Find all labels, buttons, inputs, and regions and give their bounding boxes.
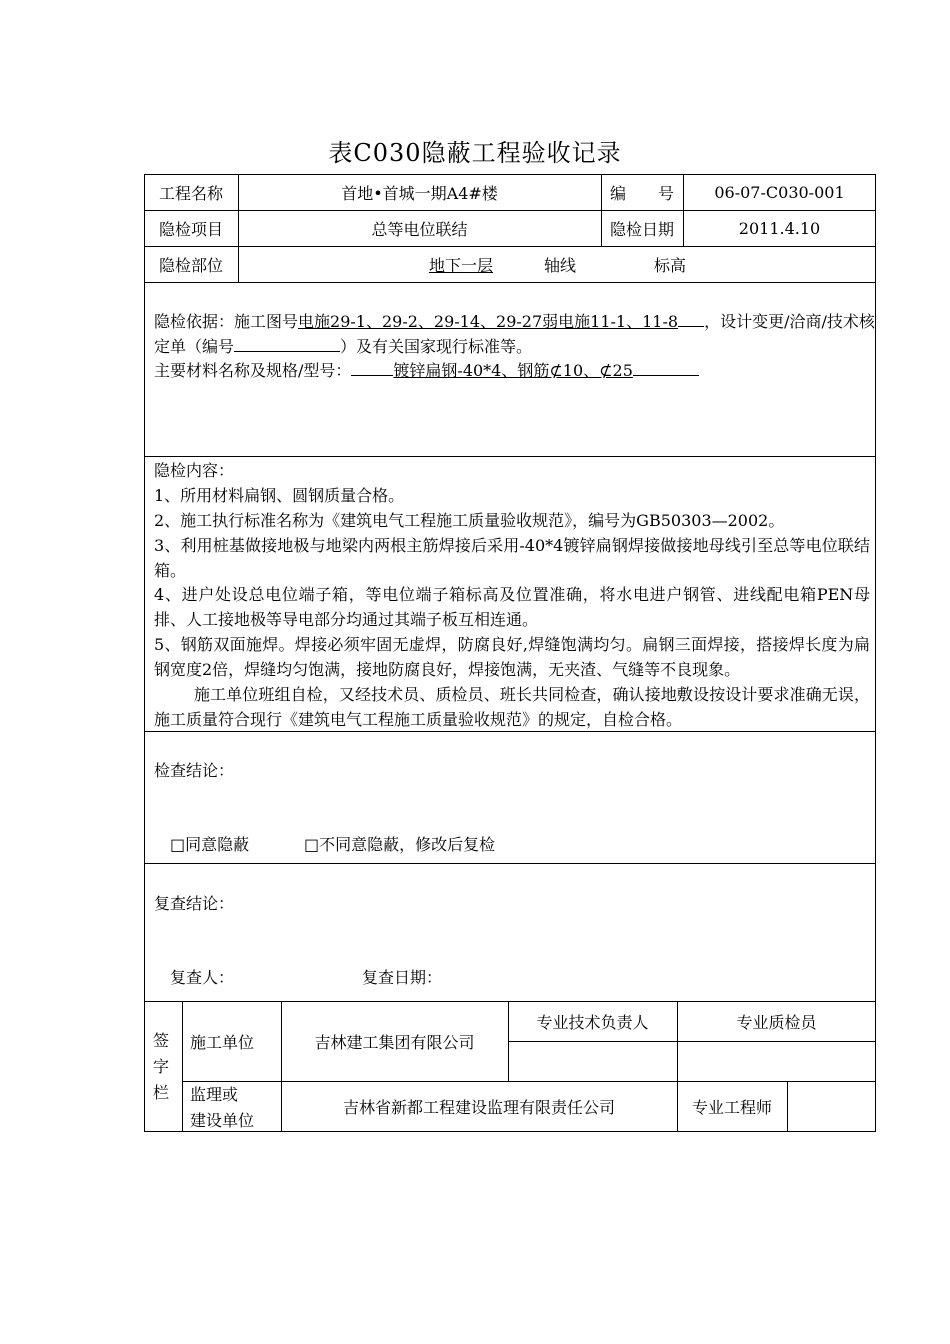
materials-blank-right	[633, 358, 699, 376]
supervision-label-line-2: 建设单位	[190, 1111, 255, 1130]
tech-lead-label: 专业技术负责人	[536, 1012, 649, 1032]
basis-blank-1	[678, 309, 704, 327]
inspection-location-label: 隐检部位	[158, 255, 223, 275]
supervision-unit-label	[190, 1082, 254, 1134]
inspection-item-value: 总等电位联结	[371, 219, 468, 239]
code-value: 06-07-C030-001	[714, 182, 845, 202]
construction-unit-label: 施工单位	[189, 1032, 254, 1052]
project-name-label: 工程名称	[158, 183, 223, 203]
recheck-date-label: 复查日期：	[362, 968, 443, 987]
conclusion-label: 检查结论：	[154, 761, 235, 780]
content-item-3: 3、利用桩基做接地极与地梁内两根主筋焊接后采用-40*4镀锌扁钢焊接做接地母线引至总等电位联结箱。	[154, 536, 870, 580]
content-item-2: 2、施工执行标准名称为《建筑电气工程施工质量验收规范》，编号为GB50303—2002。	[154, 511, 785, 530]
project-name-value: 首地•首城一期A4#楼	[341, 183, 498, 203]
basis-line-2	[154, 334, 532, 359]
location-elevation: 标高	[653, 255, 686, 275]
quality-inspector-label: 专业质检员	[736, 1012, 817, 1032]
location-axis: 轴线	[543, 255, 576, 275]
basis-prefix: 隐检依据：施工图号	[154, 312, 299, 331]
materials-line	[154, 358, 699, 383]
materials-blank-left	[351, 358, 393, 376]
page-title: 表C030隐蔽工程验收记录	[328, 139, 622, 167]
basis-drawings: 电施29-1、29-2、29-14、29-27弱电施11-1、11-8	[298, 312, 679, 331]
content-heading: 隐检内容：	[154, 461, 235, 480]
code-label: 编 号	[609, 183, 674, 203]
content-summary: 施工单位班组自检，又经技术员、质检员、班长共同检查，确认接地敷设按设计要求准确无误，施工质量符合现行《建筑电气工程施工质量验收规范》的规定，自检合格。	[154, 685, 870, 729]
materials-value: 镀锌扁钢-40*4、钢筋⊄10、⊄25	[393, 361, 633, 380]
disagree-checkbox[interactable]: □不同意隐蔽，修改后复检	[304, 835, 496, 854]
materials-label: 主要材料名称及规格/型号：	[154, 361, 352, 380]
location-floor: 地下一层	[428, 255, 493, 275]
signature-column-label: 签字栏	[153, 1031, 170, 1102]
basis-blank-2	[234, 334, 340, 352]
content-item-4: 4、进户处设总电位端子箱，等电位端子箱标高及位置准确，将水电进户钢管、进线配电箱PEN母排、人工接地极等导电部分均通过其端子板互相连通。	[154, 585, 870, 629]
recheck-label: 复查结论：	[154, 894, 235, 913]
inspection-date-value: 2011.4.10	[738, 218, 821, 238]
agree-checkbox[interactable]: □同意隐蔽	[170, 835, 250, 854]
recheck-person-label: 复查人：	[170, 968, 235, 987]
construction-unit-value: 吉林建工集团有限公司	[314, 1032, 475, 1052]
supervision-unit-value: 吉林省新都工程建设监理有限责任公司	[342, 1098, 615, 1117]
content-item-1: 1、所用材料扁钢、圆钢质量合格。	[154, 486, 405, 505]
inspection-date-label: 隐检日期	[609, 219, 674, 239]
basis-line2-prefix: 定单（编号	[154, 337, 235, 356]
engineer-label: 专业工程师	[691, 1098, 772, 1117]
basis-line2-suffix: ）及有关国家现行标准等。	[340, 337, 533, 356]
inspection-item-label: 隐检项目	[158, 219, 223, 239]
basis-line-1	[154, 309, 875, 334]
supervision-label-line-1: 监理或	[190, 1085, 239, 1104]
basis-suffix: ，设计变更/洽商/技术核	[704, 312, 875, 331]
content-item-5: 5、钢筋双面施焊。焊接必须牢固无虚焊，防腐良好,焊缝饱满均匀。扁钢三面焊接，搭接焊长度为扁钢宽度2倍，焊缝均匀饱满，接地防腐良好，焊接饱满，无夹渣、气缝等不良现象。	[154, 635, 870, 679]
